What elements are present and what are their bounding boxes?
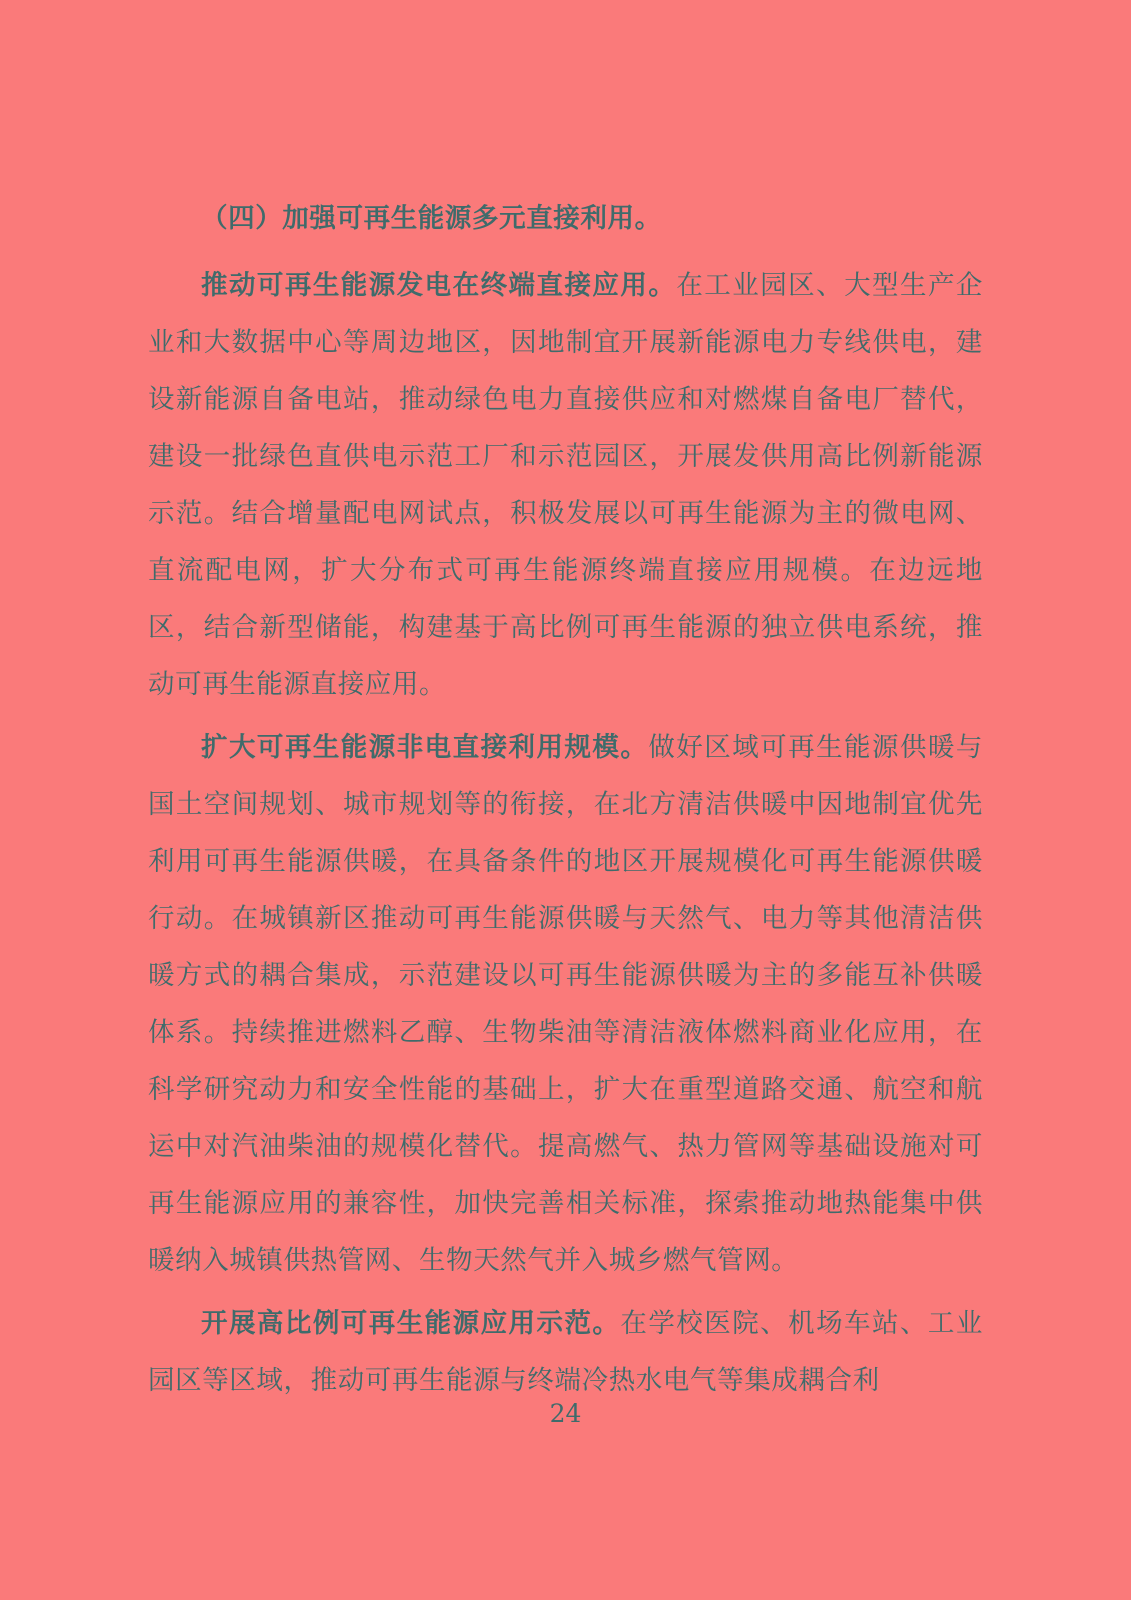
document-body bbox=[148, 190, 983, 1409]
page-number: 24 bbox=[549, 1399, 582, 1428]
paragraph-1 bbox=[148, 257, 983, 713]
paragraph-2 bbox=[148, 719, 983, 1289]
paragraph-3 bbox=[148, 1295, 983, 1409]
section-heading bbox=[148, 190, 983, 247]
paragraph-1-lead: 推动可再生能源发电在终端直接应用。 bbox=[201, 270, 677, 301]
paragraph-3-lead: 开展高比例可再生能源应用示范。 bbox=[201, 1308, 621, 1339]
section-heading-text: （四）加强可再生能源多元直接利用。 bbox=[201, 203, 662, 234]
paragraph-3-text: 在学校医院、机场车站、工业园区等区域，推动可再生能源与终端冷热水电气等集成耦合利 bbox=[148, 1308, 983, 1396]
paragraph-2-text: 做好区域可再生能源供暖与国土空间规划、城市规划等的衔接，在北方清洁供暖中因地制宜优先利用可再生能源供暖，在具备条件的地区开展规模化可再生能源供暖行动。在城镇新区推动可再生能源供暖与天然气、电力等其他清洁供暖方式的耦合集成，示范建设以可再生能源供暖为主的多能互补供暖体系。持续推进燃料乙醇、生物柴油等清洁液体燃料商业化应用，在科学研究动力和安全性能的基础上，扩大在重型道路交通、航空和航运中对汽油柴油的规模化替代。提高燃气、热力管网等基础设施对可再生能源应用的兼容性，加快完善相关标准，探索推动地热能集中供暖纳入城镇供热管网、生物天然气并入城乡燃气管网。 bbox=[148, 732, 983, 1276]
paragraph-1-text: 在工业园区、大型生产企业和大数据中心等周边地区，因地制宜开展新能源电力专线供电，建设新能源自备电站，推动绿色电力直接供应和对燃煤自备电厂替代，建设一批绿色直供电示范工厂和示范园区，开展发供用高比例新能源示范。结合增量配电网试点，积极发展以可再生能源为主的微电网、直流配电网，扩大分布式可再生能源终端直接应用规模。在边远地区，结合新型储能，构建基于高比例可再生能源的独立供电系统，推动可再生能源直接应用。 bbox=[148, 270, 984, 700]
paragraph-2-lead: 扩大可再生能源非电直接利用规模。 bbox=[201, 732, 649, 763]
